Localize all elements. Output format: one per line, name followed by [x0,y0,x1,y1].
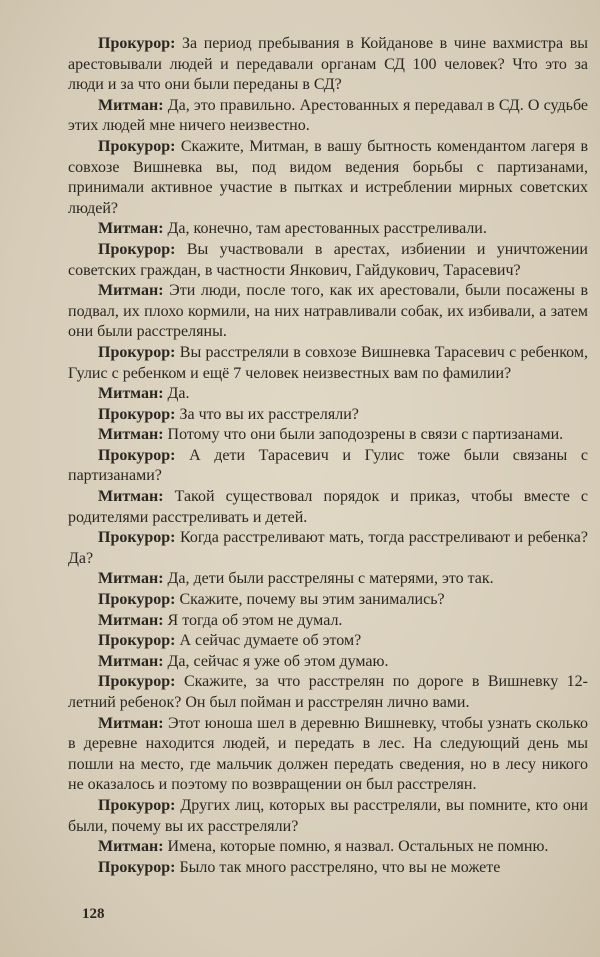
speech-text: Скажите, за что расстрелян по дороге в Вишневку 12-летний ребенок? Он был пойман и расстрелян лично вами. [68,673,589,711]
speaker-label: Прокурор: [98,529,176,547]
speech-text: Такой существовал порядок и приказ, чтобы вместе с родителями расстреливать и детей. [68,488,589,526]
speech-text: За период пребывания в Койданове в чине вахмистра вы арестовывали людей и передавали органам СД 100 человек? Что это за люди и за что они были переданы в СД? [68,35,588,94]
speech-text: Скажите, почему вы этим занимались? [179,591,445,609]
speech-text: Имена, которые помню, я назвал. Остальных не помню. [167,838,549,856]
speech-text: Да, это правильно. Арестованных я передавал в СД. О судьбе этих людей мне ничего неизвестно. [68,96,588,135]
transcript-paragraph [68,96,588,137]
page-number: 128 [82,906,105,922]
transcript-paragraph [68,487,588,528]
transcript-paragraph [68,611,588,632]
speaker-label: Митман: [98,220,164,238]
speech-text: Да, дети были расстреляны с матерями, это так. [167,570,494,588]
speaker-label: Прокурор: [98,35,176,52]
speaker-label: Прокурор: [98,137,176,155]
speech-text: Потому что они были заподозрены в связи с партизанами. [167,426,564,444]
speaker-label: Прокурор: [98,858,176,876]
speaker-label: Прокурор: [98,632,176,650]
speaker-label: Прокурор: [98,446,176,464]
transcript-paragraph [68,240,588,281]
speaker-label: Прокурор: [98,673,176,691]
transcript-paragraph [68,631,588,652]
speech-text: Этот юноша шел в деревню Вишневку, чтобы узнать сколько в деревне находится людей, и передать в лес. На следующий день мы пошли на место, где мальчик должен передать сведения, но в лесу никого не оказалось и поэтому по возвращении он был расстрелян. [68,714,589,794]
transcript-paragraph [68,590,588,611]
speaker-label: Митман: [98,488,164,506]
speaker-label: Митман: [98,714,164,732]
transcript-paragraph [68,343,588,384]
transcript-paragraph [68,672,588,713]
speaker-label: Митман: [98,838,164,856]
speech-text: Других лиц, которых вы расстреляли, вы помните, кто они были, почему вы их расстреляли? [68,796,588,835]
transcript-paragraph [68,34,588,96]
speech-text: Было так много расстреляно, что вы не можете [179,858,501,876]
speaker-label: Митман: [98,426,164,444]
speaker-label: Митман: [98,652,164,670]
speaker-label: Митман: [98,611,164,629]
speaker-label: Прокурор: [98,796,176,814]
speech-text: Скажите, Митман, в вашу бытность комендантом лагеря в совхозе Вишневка вы, под видом ведения борьбы с партизанами, принимали активное участие в пытках и истреблении мирных советских людей? [68,137,588,217]
speech-text: Я тогда об этом не думал. [167,611,343,629]
speech-text: За что вы их расстреляли? [179,405,359,423]
transcript-paragraph [68,796,588,837]
speech-text: Когда расстреливают мать, тогда расстреливают и ребенка? Да? [68,529,589,567]
speaker-label: Митман: [98,96,164,114]
transcript-paragraph [68,714,588,796]
transcript-paragraph [68,281,588,343]
transcript-paragraph [68,219,588,240]
transcript-paragraph [68,837,588,858]
speaker-label: Прокурор: [98,343,176,361]
speaker-label: Прокурор: [98,591,176,609]
transcript-paragraph [68,405,588,426]
speech-text: Вы участвовали в арестах, избиении и уничтожении советских граждан, в частности Янкович, Гайдукович, Тарасевич? [68,240,588,279]
speaker-label: Митман: [98,385,164,403]
speech-text: А дети Тарасевич и Гулис тоже были связаны с партизанами? [68,446,588,485]
speech-text: Эти люди, после того, как их арестовали, были посажены в подвал, их плохо кормили, на них натравливали собак, их избивали, а затем они были расстреляны. [68,282,588,341]
speaker-label: Митман: [98,282,164,300]
transcript-paragraph [68,384,588,405]
speech-text: А сейчас думаете об этом? [179,632,362,650]
speech-text: Да, конечно, там арестованных расстреливали. [167,220,487,238]
transcript-paragraph [68,446,588,487]
transcript-paragraph [68,425,588,446]
transcript-paragraph [68,652,588,673]
transcript-paragraph [68,137,588,219]
transcript-paragraph [68,528,588,569]
transcript-body [68,34,588,878]
speech-text: Да. [167,385,190,403]
speaker-label: Прокурор: [98,405,176,423]
speaker-label: Митман: [98,570,164,588]
speaker-label: Прокурор: [98,240,176,258]
speech-text: Вы расстреляли в совхозе Вишневка Тарасевич с ребенком, Гулис с ребенком и ещё 7 человек неизвестных вам по фамилии? [68,343,588,382]
speech-text: Да, сейчас я уже об этом думаю. [167,652,389,670]
transcript-paragraph [68,858,588,879]
transcript-paragraph [68,569,588,590]
